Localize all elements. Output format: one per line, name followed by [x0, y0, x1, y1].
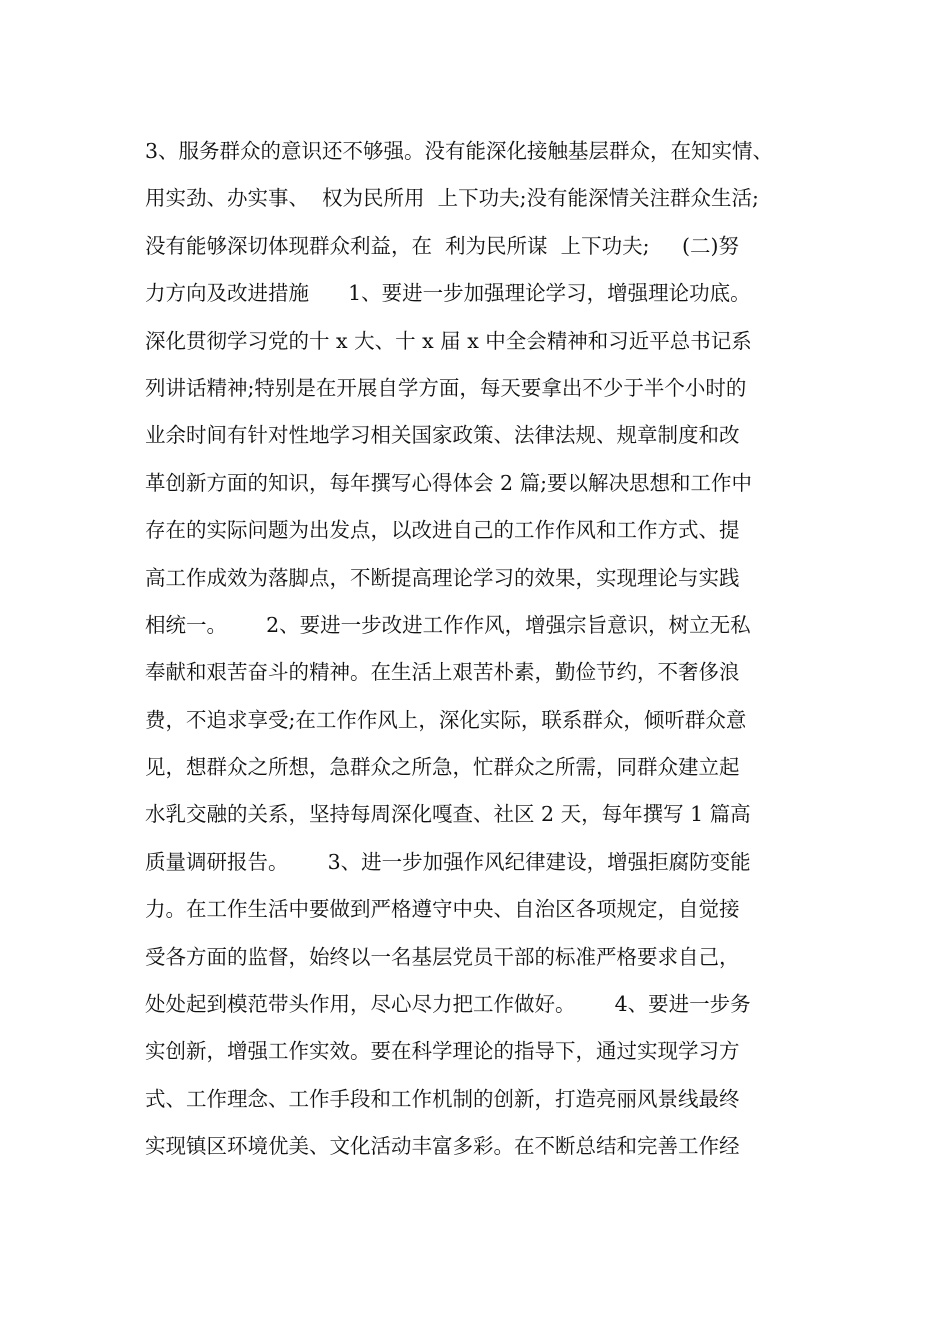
text-line: 没有能够深切体现群众利益，在 利为民所谋 上下功夫; (二)努	[145, 233, 740, 258]
text-line: 水乳交融的关系，坚持每周深化嘎查、社区 2 天，每年撰写 1 篇高	[145, 802, 751, 827]
text-line: 业余时间有针对性地学习相关国家政策、法律法规、规章制度和改	[145, 423, 740, 448]
text-line: 奉献和艰苦奋斗的精神。在生活上艰苦朴素，勤俭节约，不奢侈浪	[145, 660, 740, 685]
text-line: 力。在工作生活中要做到严格遵守中央、自治区各项规定，自觉接	[145, 897, 740, 922]
text-line: 处处起到模范带头作用，尽心尽力把工作做好。 4、要进一步务	[145, 992, 751, 1017]
text-line: 列讲话精神;特别是在开展自学方面，每天要拿出不少于半个小时的	[145, 375, 747, 400]
text-line: 实现镇区环境优美、文化活动丰富多彩。在不断总结和完善工作经	[145, 1134, 740, 1159]
text-line: 用实劲、办实事、 权为民所用 上下功夫;没有能深情关注群众生活;	[145, 186, 759, 211]
text-line: 相统一。 2、要进一步改进工作作风，增强宗旨意识，树立无私	[145, 612, 751, 637]
text-line: 存在的实际问题为出发点，以改进自己的工作作风和工作方式、提	[145, 518, 740, 543]
text-line: 质量调研报告。 3、进一步加强作风纪律建设，增强拒腐防变能	[145, 849, 751, 874]
text-line: 力方向及改进措施 1、要进一步加强理论学习，增强理论功底。	[145, 281, 751, 306]
text-line: 见，想群众之所想，急群众之所急，忙群众之所需，同群众建立起	[145, 755, 740, 780]
text-line: 高工作成效为落脚点，不断提高理论学习的效果，实现理论与实践	[145, 565, 740, 590]
body-text	[145, 128, 825, 1171]
text-line: 式、工作理念、工作手段和工作机制的创新，打造亮丽风景线最终	[145, 1086, 740, 1111]
text-line: 3、服务群众的意识还不够强。没有能深化接触基层群众，在知实情、	[145, 139, 774, 163]
text-line: 费，不追求享受;在工作作风上，深化实际，联系群众，倾听群众意	[145, 707, 747, 732]
text-line: 深化贯彻学习党的十 x 大、十 x 届 x 中全会精神和习近平总书记系	[145, 328, 752, 353]
text-line: 实创新，增强工作实效。要在科学理论的指导下，通过实现学习方	[145, 1039, 740, 1064]
text-line: 受各方面的监督，始终以一名基层党员干部的标准严格要求自己，	[145, 944, 740, 969]
text-line: 革创新方面的知识，每年撰写心得体会 2 篇;要以解决思想和工作中	[145, 470, 752, 495]
